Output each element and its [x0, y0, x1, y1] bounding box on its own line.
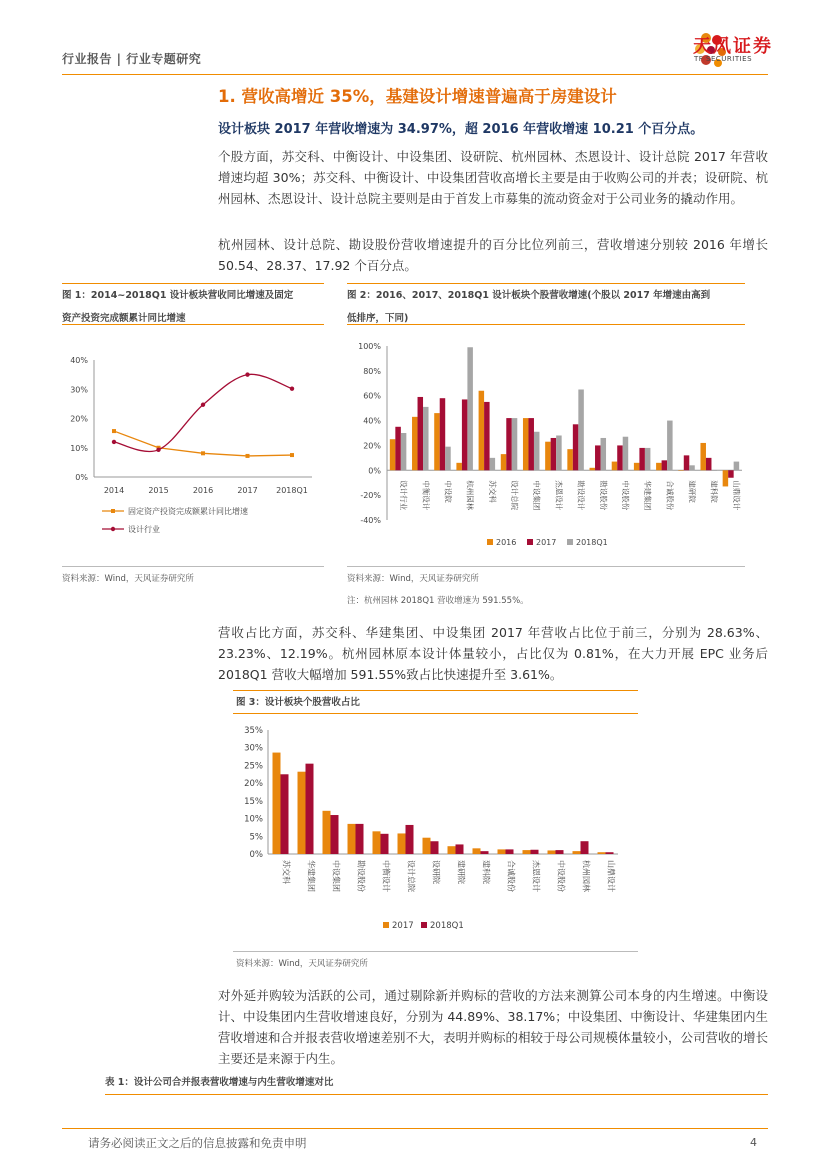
fig2-bar: [634, 463, 640, 470]
fig3-x-tick: 建研院: [456, 860, 466, 884]
fig3-bar: [298, 772, 306, 854]
fig3-bar: [456, 844, 464, 854]
fig1-point: [112, 440, 116, 444]
fig2-bar: [723, 470, 729, 486]
fig2-title-rule: [347, 324, 745, 325]
fig2-bar: [700, 443, 706, 470]
fig2-bar: [490, 458, 496, 470]
fig2-bar: [440, 398, 446, 470]
fig3-bar-chart: [233, 718, 638, 940]
fig2-bar: [506, 418, 512, 470]
fig2-legend-label: 2016: [496, 538, 517, 547]
fig3-y-tick: 5%: [249, 832, 263, 843]
paragraph-1: 个股方面，苏交科、中衡设计、中设集团、设研院、杭州园林、杰恩设计、设计总院 2017 年营收增速均超 30%；苏交科、中衡设计、中设集团营收高增长主要是由于收购公司的并表；设研院、杭州园林、杰恩设计、设计总院主要则是由于首发上市募集的流动资金对于公司业务的撬动作用。: [218, 149, 768, 206]
fig3-bar: [506, 849, 514, 854]
fig3-y-tick: 15%: [244, 796, 263, 807]
table1-title: 表 1：设计公司合并报表营收增速与内生营收增速对比: [105, 1077, 334, 1088]
fig1-bottom-rule: [62, 566, 324, 567]
fig2-y-tick: -20%: [360, 491, 381, 501]
fig1-x-tick: 2014: [103, 486, 125, 495]
fig3-bar: [498, 849, 506, 854]
fig2-bar: [412, 417, 418, 470]
fig2-y-tick: 60%: [363, 391, 381, 401]
fig3-bar: [556, 850, 564, 854]
fig3-legend-label: 2018Q1: [430, 921, 464, 931]
fig3-bar: [606, 852, 614, 854]
fig2-y-tick: 0%: [368, 466, 381, 476]
fig2-bar: [395, 427, 401, 471]
paragraph-4: 对外延并购较为活跃的公司，通过剔除新并购标的营收的方法来测算公司本身的内生增速。中衡设计、中设集团内生营收增速良好，分别为 44.89%、38.17%；中设集团、中衡设计、华建集团内生营收增速和合并报表营收增速差别不大，表明并购标的相较于母公司规模体量较小，公司营收的增长主要还是来源于内生。: [218, 988, 769, 1066]
fig2-x-tick: 建研院: [687, 480, 697, 503]
fig1-x-tick: 2017: [237, 486, 258, 495]
fig2-bar: [434, 413, 440, 470]
fig1-y-tick: 30%: [70, 385, 88, 395]
fig2-bar: [534, 432, 540, 471]
paragraph-2: 杭州园林、设计总院、勘设股份营收增速提升的百分比位列前三，营收增速分别较 2016 年增长 50.54、28.37、17.92 个百分点。: [218, 237, 768, 273]
fig2-source: 资料来源：Wind，天风证券研究所: [347, 574, 479, 584]
fig2-y-tick: 100%: [358, 342, 381, 351]
footer-divider: [62, 1128, 768, 1129]
fig2-bar: [595, 445, 601, 470]
fig1-y-tick: 10%: [70, 443, 88, 453]
fig2-bar: [612, 462, 618, 471]
fig2-bar: [484, 402, 490, 470]
fig3-x-tick: 杭州园林: [581, 860, 591, 892]
fig2-bar: [617, 445, 623, 470]
fig3-legend-swatch: [421, 922, 427, 928]
fig2-y-tick: 20%: [363, 441, 381, 451]
fig3-bar: [406, 825, 414, 854]
lead-sentence: 设计板块 2017 年营收增速为 34.97%，超 2016 年营收增速 10.21 个百分点。: [218, 122, 704, 137]
fig2-note: 注：杭州园林 2018Q1 营收增速为 591.55%。: [347, 596, 529, 606]
fig3-x-tick: 合诚股份: [506, 860, 516, 892]
fig1-point: [290, 453, 294, 457]
fig2-x-tick: 中设股份: [620, 480, 630, 511]
fig1-legend-label: 设计行业: [128, 525, 160, 534]
fig2-bar: [390, 439, 396, 470]
fig3-bar: [381, 834, 389, 854]
fig2-x-tick: 中设院: [443, 480, 453, 503]
fig1-point: [201, 451, 205, 455]
fig2-x-tick: 合诚股份: [665, 480, 675, 511]
fig2-x-tick: 勘设设计: [576, 480, 586, 511]
fig3-bottom-rule: [233, 951, 638, 952]
fig3-bar: [348, 824, 356, 854]
fig3-bar: [548, 850, 556, 854]
fig2-x-tick: 设计行业: [399, 480, 409, 511]
header-divider: [62, 74, 768, 75]
fig3-x-tick: 苏交科: [281, 860, 291, 884]
fig2-bottom-rule: [347, 566, 745, 567]
fig2-bar: [467, 347, 473, 470]
fig2-x-tick: 华建集团: [643, 480, 653, 511]
fig1-x-tick: 2018Q1: [276, 486, 308, 495]
fig3-bar: [306, 764, 314, 854]
fig1-line-chart: [62, 330, 324, 562]
fig2-bar: [656, 463, 662, 470]
fig3-x-tick: 中衡设计: [381, 860, 391, 892]
fig3-x-tick: 杰恩设计: [531, 860, 541, 892]
fig2-bar: [590, 468, 596, 470]
fig1-point: [156, 448, 160, 452]
fig2-x-tick: 杭州园林: [465, 480, 475, 511]
fig1-title-line2: 资产投资完成额累计同比增速: [62, 313, 186, 324]
fig2-y-tick: -40%: [360, 516, 381, 525]
fig3-y-tick: 20%: [244, 779, 263, 790]
paragraph-3: 营收占比方面，苏交科、华建集团、中设集团 2017 年营收占比位于前三，分别为 28.63%、23.23%、12.19%。杭州园林原本设计体量较小，占比仅为 0.81%，在大力开展 EPC 业务后 2018Q1 营收大幅增加 591.55%致占比快速提升至 3.61%。: [218, 625, 768, 682]
fig3-bar: [573, 851, 581, 854]
fig3-y-tick: 35%: [244, 726, 263, 736]
fig2-bar: [678, 470, 684, 471]
table1-title-rule: [105, 1094, 768, 1095]
fig1-title-line1: 图 1：2014~2018Q1 设计板块营收同比增速及固定: [62, 290, 294, 301]
fig2-x-tick: 勘设股份: [598, 480, 608, 511]
fig1-y-tick: 20%: [70, 414, 88, 424]
fig1-series-line-2: [114, 374, 292, 451]
fig3-bar: [523, 850, 531, 854]
fig2-bar: [423, 407, 429, 470]
fig3-y-tick: 30%: [244, 743, 263, 754]
fig3-bar: [356, 824, 364, 854]
fig3-bar: [473, 848, 481, 854]
fig2-bar: [556, 435, 562, 470]
fig2-bar: [667, 421, 673, 471]
fig1-point: [201, 403, 205, 407]
fig3-bar: [323, 811, 331, 854]
fig2-bar: [418, 397, 424, 470]
fig3-bar: [373, 831, 381, 854]
fig2-bar: [684, 455, 690, 470]
logo-text-cn: 天风证券: [693, 36, 773, 57]
fig3-title-rule: [233, 713, 638, 714]
fig1-point: [245, 372, 249, 376]
footer-disclaimer: 请务必阅读正文之后的信息披露和免责申明: [88, 1136, 307, 1150]
section-title: 1. 营收高增近 35%，基建设计增速普遍高于房建设计: [218, 87, 617, 106]
fig2-bar: [551, 438, 557, 470]
fig2-bar-chart: [347, 332, 745, 562]
fig3-x-tick: 中设股份: [556, 860, 566, 892]
logo-text-en: TF SECURITIES: [694, 55, 753, 63]
fig2-bar: [401, 433, 407, 470]
fig1-legend-marker: [111, 527, 115, 531]
page-number: 4: [750, 1136, 757, 1149]
fig3-bar: [598, 852, 606, 854]
fig2-bar: [528, 418, 534, 470]
fig1-y-tick: 0%: [75, 473, 88, 482]
fig2-legend-label: 2018Q1: [576, 538, 608, 547]
fig3-y-tick: 0%: [249, 850, 263, 860]
fig2-x-tick: 建科院: [709, 480, 719, 503]
fig3-legend-swatch: [383, 922, 389, 928]
fig2-x-tick: 设计总院: [510, 480, 520, 511]
fig3-bar: [581, 841, 589, 854]
fig2-bar: [734, 462, 740, 471]
fig2-bar: [639, 448, 645, 470]
fig2-bar: [578, 390, 584, 471]
fig2-bar: [456, 463, 462, 470]
fig2-bar: [623, 437, 629, 471]
fig1-legend-marker: [111, 509, 115, 513]
fig2-x-tick: 杰恩设计: [554, 480, 564, 511]
fig3-source: 资料来源：Wind，天风证券研究所: [236, 959, 368, 969]
fig3-bar: [531, 850, 539, 854]
fig3-x-tick: 华建集团: [306, 860, 316, 892]
fig2-bar: [462, 399, 468, 470]
fig1-point: [290, 386, 294, 390]
fig3-x-tick: 勘设股份: [356, 860, 366, 892]
fig2-bar: [512, 418, 518, 470]
fig2-title-line1: 图 2：2016、2017、2018Q1 设计板块个股营收增速(个股以 2017 年增速由高到: [347, 290, 711, 301]
fig2-bar: [445, 447, 451, 471]
fig3-y-tick: 25%: [244, 761, 263, 772]
fig1-point: [112, 429, 116, 433]
fig2-bar: [645, 448, 651, 470]
fig1-y-tick: 40%: [70, 356, 88, 365]
fig3-x-tick: 设研院: [431, 860, 441, 884]
fig2-bar: [728, 470, 734, 477]
fig2-x-tick: 山鼎设计: [731, 480, 741, 511]
fig2-bar: [711, 470, 717, 471]
fig3-x-tick: 设计总院: [406, 860, 416, 892]
fig3-bar: [431, 841, 439, 854]
fig2-bar: [545, 442, 551, 471]
fig2-y-tick: 40%: [363, 416, 381, 426]
header-breadcrumb: 行业报告 | 行业专题研究: [62, 52, 202, 66]
fig3-bar: [281, 774, 289, 854]
fig2-bar: [479, 391, 485, 471]
fig2-bar: [706, 458, 712, 470]
fig1-x-tick: 2015: [148, 486, 169, 495]
fig3-bar: [481, 851, 489, 854]
fig3-bar: [398, 833, 406, 854]
fig2-bar: [523, 418, 529, 470]
fig2-bar: [501, 454, 507, 470]
fig3-x-tick: 建科院: [481, 860, 491, 884]
fig3-bar: [273, 753, 281, 854]
fig2-legend-swatch: [527, 539, 533, 545]
fig1-title-rule: [62, 324, 324, 325]
fig3-x-tick: 山鼎设计: [606, 860, 616, 892]
fig3-legend-label: 2017: [392, 921, 414, 931]
fig3-bar: [448, 846, 456, 854]
fig2-legend-swatch: [567, 539, 573, 545]
fig2-bar: [689, 465, 695, 470]
fig1-point: [246, 454, 250, 458]
fig3-y-tick: 10%: [244, 814, 263, 825]
fig2-bar: [662, 460, 668, 470]
fig3-bar: [331, 815, 339, 854]
fig2-title-line2: 低排序，下同): [347, 313, 409, 324]
fig2-legend-label: 2017: [536, 538, 557, 547]
fig2-x-tick: 中衡设计: [421, 480, 431, 511]
fig2-x-tick: 中设集团: [532, 480, 542, 511]
fig2-bar: [601, 438, 607, 470]
fig2-legend-swatch: [487, 539, 493, 545]
fig2-x-tick: 苏交科: [487, 480, 497, 503]
fig1-legend-label: 固定资产投资完成额累计同比增速: [128, 507, 248, 516]
fig1-x-tick: 2016: [192, 486, 214, 495]
fig1-source: 资料来源：Wind，天风证券研究所: [62, 574, 194, 584]
fig2-y-tick: 80%: [363, 366, 381, 376]
fig3-x-tick: 中设集团: [331, 860, 341, 892]
fig3-title: 图 3：设计板块个股营收占比: [236, 697, 360, 708]
fig2-bar: [567, 449, 573, 470]
fig3-bar: [423, 838, 431, 854]
fig2-bar: [573, 424, 579, 470]
